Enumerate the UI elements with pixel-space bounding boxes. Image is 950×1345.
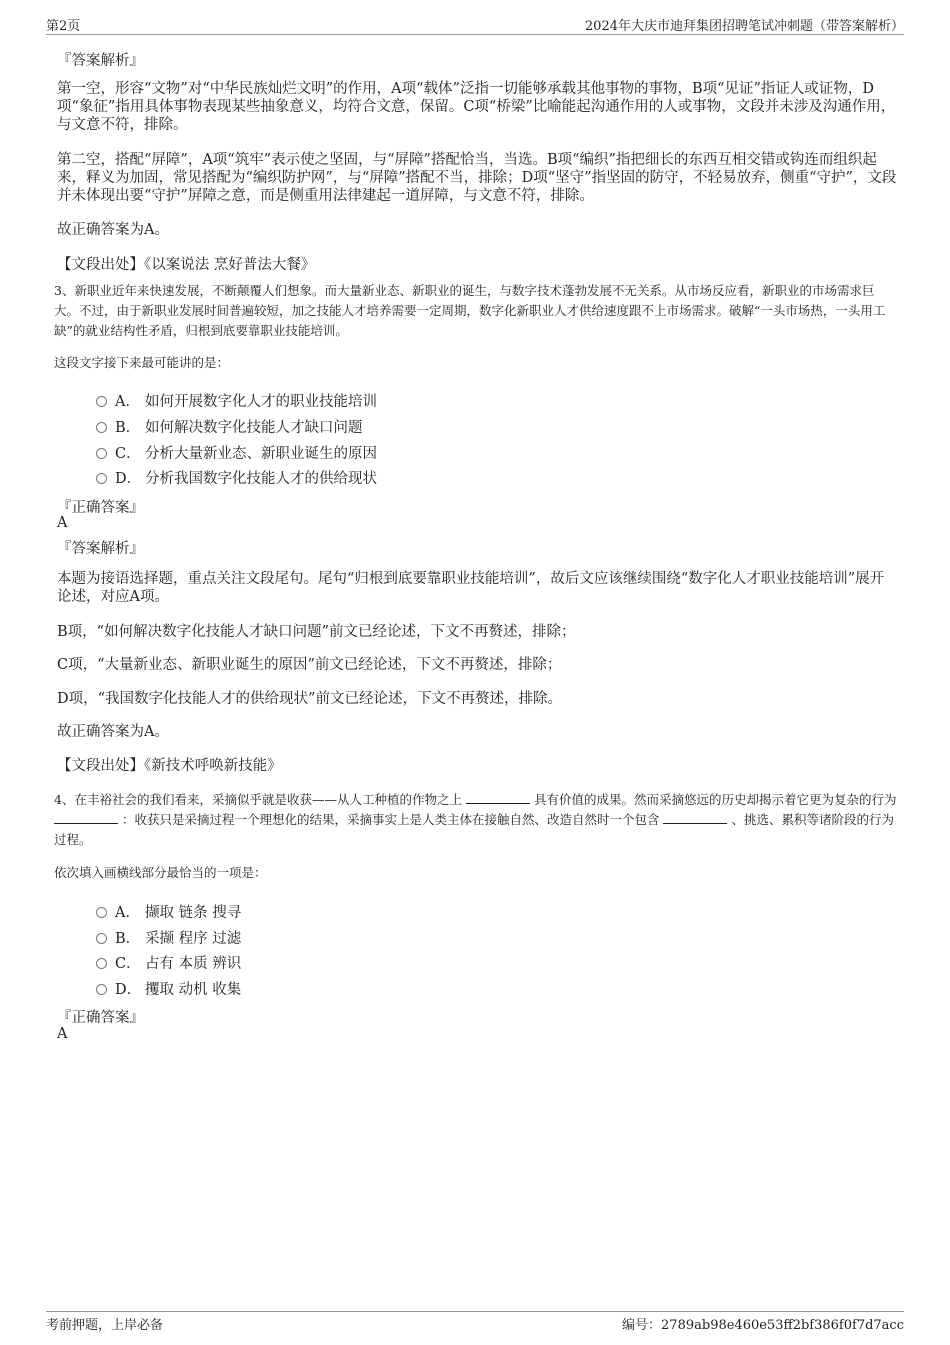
question-stem: 3、新职业近年来快速发展，不断颠覆人们想象。而大量新业态、新职业的诞生，与数字技术蓬勃发展不无关系。从市场反应看，新职业的市场需求巨大。不过，由于新职业发展时间普遍较短，加之技能人才培养需要一定周期，数字化新职业人才供给速度跟不上市场需求。破解“一头市场热，一头用工缺”的就业结构性矛盾，归根到底要靠职业技能培训。 xyxy=(54,283,886,338)
answer-value: A xyxy=(57,1026,68,1042)
option-b[interactable]: B． 如何解决数字化技能人才缺口问题 xyxy=(96,416,363,437)
option-a[interactable]: A． 如何开展数字化人才的职业技能培训 xyxy=(96,390,377,411)
analysis-label: 『答案解析』 xyxy=(57,541,144,557)
question-stem: 4、在丰裕社会的我们看来，采摘似乎就是收获——从人工种植的作物之上 具有价值的成果。然而采摘悠远的历史却揭示着它更为复杂的行为 ：收获只是采摘过程一个理想化的结果，采摘事实上是人类主体在接触自然、改造自然时一个包含 、挑选、累积等诸阶段的行为过程。 xyxy=(54,792,897,847)
document-title: 2024年大庆市迪拜集团招聘笔试冲刺题（带答案解析） xyxy=(584,19,904,34)
page-footer xyxy=(46,1311,904,1334)
analysis-paragraph: D项，“我国数字化技能人才的供给现状”前文已经论述，下文不再赘述，排除。 xyxy=(57,691,562,707)
analysis-paragraph: 第二空，搭配“屏障”，A项“筑牢”表示使之坚固，与“屏障”搭配恰当，当选。B项“编织”指把细长的东西互相交错或钩连而组织起来，释义为加固，常见搭配为“编织防护网”，与“屏障”搭配不当，排除；D项“坚守”指坚固的防守，不轻易放弃，侧重“守护”，文段并未体现出要“守护”屏障之意，而是侧重用法律建起一道屏障，与文意不符，排除。 xyxy=(57,152,897,204)
answer-label: 『正确答案』 xyxy=(57,500,144,516)
analysis-paragraph: B项，“如何解决数字化技能人才缺口问题”前文已经论述，下文不再赘述，排除； xyxy=(57,624,576,640)
question-prompt: 依次填入画横线部分最恰当的一项是： xyxy=(54,865,267,880)
option-a[interactable]: A． 撷取 链条 搜寻 xyxy=(96,901,241,922)
option-d[interactable]: D． 攫取 动机 收集 xyxy=(96,978,241,999)
analysis-paragraph: C项，“大量新业态、新职业诞生的原因”前文已经论述，下文不再赘述，排除； xyxy=(57,657,562,673)
document-id: 编号：2789ab98e460e53ff2bf386f0f7d7acc xyxy=(622,1318,904,1333)
conclusion: 故正确答案为A。 xyxy=(57,724,169,740)
option-c[interactable]: C． 分析大量新业态、新职业诞生的原因 xyxy=(96,442,377,463)
answer-label: 『正确答案』 xyxy=(57,1010,144,1026)
radio-icon[interactable] xyxy=(96,448,107,459)
footer-slogan: 考前押题，上岸必备 xyxy=(46,1318,164,1333)
analysis-paragraph: 本题为接语选择题，重点关注文段尾句。尾句“归根到底要靠职业技能培训”，故后文应该继续围绕“数字化人才职业技能培训”展开论述，对应A项。 xyxy=(57,571,885,605)
option-c[interactable]: C． 占有 本质 辨识 xyxy=(96,952,241,973)
radio-icon[interactable] xyxy=(96,958,107,969)
radio-icon[interactable] xyxy=(96,422,107,433)
radio-icon[interactable] xyxy=(96,396,107,407)
option-d[interactable]: D． 分析我国数字化技能人才的供给现状 xyxy=(96,467,377,488)
answer-value: A xyxy=(57,515,68,531)
analysis-paragraph: 第一空，形容“文物”对“中华民族灿烂文明”的作用，A项“载体”泛指一切能够承载其他事物的事物，B项“见证”指证人或证物，D项“象征”指用具体事物表现某些抽象意义，均符合文意，保留。C项“桥梁”比喻能起沟通作用的人或事物，文段并未涉及沟通作用，与文意不符，排除。 xyxy=(57,81,896,133)
fill-blank xyxy=(663,811,727,824)
fill-blank xyxy=(466,791,530,804)
radio-icon[interactable] xyxy=(96,907,107,918)
source-citation: 【文段出处】《新技术呼唤新技能》 xyxy=(57,758,282,774)
source-citation: 【文段出处】《以案说法 烹好普法大餐》 xyxy=(57,257,316,273)
option-b[interactable]: B． 采撷 程序 过滤 xyxy=(96,927,241,948)
page-header xyxy=(46,14,904,35)
fill-blank xyxy=(54,811,118,824)
page-number: 第2页 xyxy=(46,19,81,34)
radio-icon[interactable] xyxy=(96,984,107,995)
conclusion: 故正确答案为A。 xyxy=(57,222,169,238)
radio-icon[interactable] xyxy=(96,933,107,944)
radio-icon[interactable] xyxy=(96,473,107,484)
analysis-label: 『答案解析』 xyxy=(57,53,144,69)
question-prompt: 这段文字接下来最可能讲的是： xyxy=(54,355,230,370)
